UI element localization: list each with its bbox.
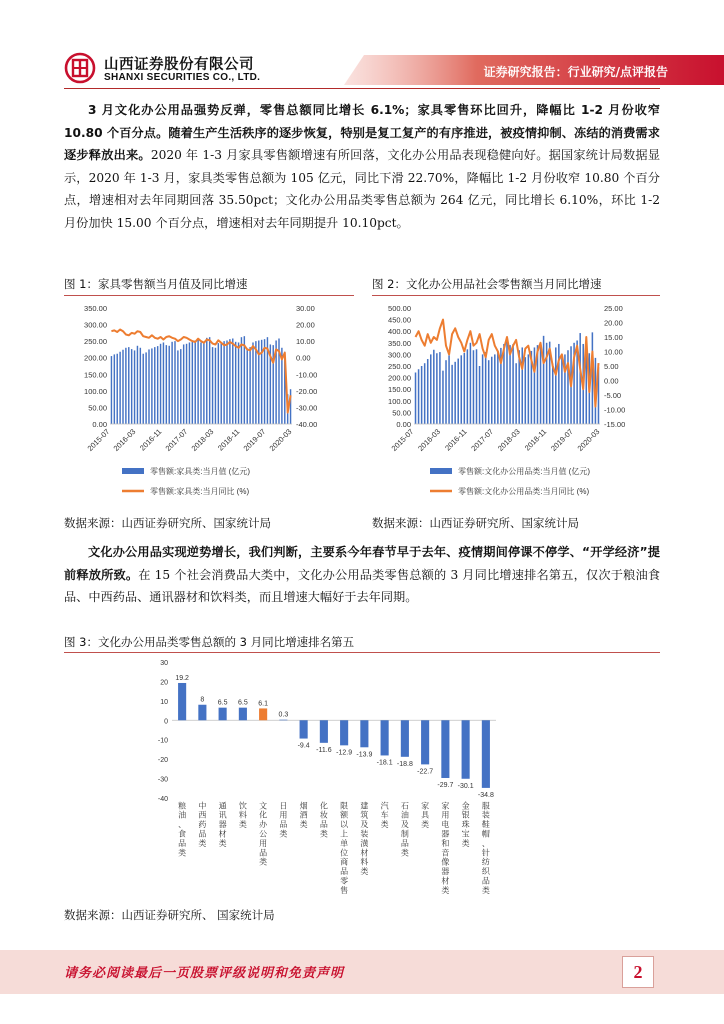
figure-1-source: 数据来源：山西证券研究所、国家统计局 <box>64 516 271 530</box>
bar <box>119 352 120 424</box>
x-tick-label: 2019-07 <box>549 427 575 453</box>
bar <box>232 338 233 424</box>
category-label: 限额以上单位商品零售 <box>340 801 349 895</box>
bar-value-label: 6.5 <box>238 699 248 707</box>
y-left-tick-label: 400.00 <box>388 327 411 337</box>
bar-value-label: 6.1 <box>258 700 268 708</box>
y-left-tick-label: 50.00 <box>88 403 107 413</box>
legend-label-line: 零售额:文化办公用品类:当月同比 (%) <box>458 487 590 496</box>
y-right-tick-label: 20.00 <box>296 320 315 330</box>
y-right-tick-label: -40.00 <box>296 420 318 429</box>
ranking-bar <box>381 720 389 755</box>
ranking-bar <box>320 720 328 743</box>
bar <box>151 348 152 424</box>
category-label: 服装鞋帽、针纺织品类 <box>481 801 490 895</box>
bar <box>567 350 569 424</box>
y-left-tick-label: 450.00 <box>388 315 411 325</box>
x-tick-label: 2020-03 <box>575 427 602 453</box>
bar <box>140 348 141 424</box>
figure-1-rule <box>64 295 354 296</box>
bar-value-label: -13.9 <box>356 751 373 759</box>
bar <box>160 344 161 424</box>
bar <box>252 342 253 424</box>
y-tick-label: 0 <box>164 718 168 726</box>
y-right-tick-label: 0.00 <box>296 353 311 363</box>
bar <box>494 354 496 424</box>
bar-value-label: -18.8 <box>396 760 413 768</box>
category-label: 汽车类 <box>380 801 389 830</box>
y-right-tick-label: 10.00 <box>296 337 315 347</box>
x-tick-label: 2019-07 <box>241 427 268 453</box>
bar <box>445 360 447 424</box>
bar <box>114 354 115 424</box>
bar-value-label: -9.4 <box>297 742 310 750</box>
bar <box>223 341 224 424</box>
y-tick-label: -30 <box>157 776 168 784</box>
company-logo-icon <box>64 52 96 84</box>
category-label: 家具类 <box>421 801 430 830</box>
bar <box>177 350 178 424</box>
y-right-tick-label: 10.00 <box>604 347 623 357</box>
y-right-tick-label: -20.00 <box>296 386 318 396</box>
x-tick-label: 2020-03 <box>267 427 294 453</box>
bar <box>154 347 155 424</box>
bar <box>218 343 219 424</box>
bar <box>454 362 456 424</box>
bar <box>197 339 198 424</box>
bar <box>195 340 196 424</box>
y-right-tick-label: -5.00 <box>604 391 622 400</box>
bar <box>212 347 213 424</box>
figure-2-title: 图 2：文化办公用品社会零售额当月同比增速 <box>372 277 602 291</box>
category-label: 通讯器材类 <box>218 801 227 848</box>
bar <box>515 363 517 424</box>
bar <box>264 339 265 424</box>
y-left-tick-label: 350.00 <box>388 338 411 348</box>
bar <box>497 351 499 424</box>
bar <box>128 347 129 424</box>
y-left-tick-label: 0.00 <box>396 420 411 429</box>
figure-2-rule <box>372 295 660 296</box>
bar <box>430 354 432 424</box>
x-tick-label: 2015-07 <box>85 427 112 453</box>
bar <box>174 341 175 424</box>
bar-value-label: 19.2 <box>175 674 189 682</box>
x-tick-label: 2017-07 <box>469 427 496 453</box>
y-left-tick-label: 250.00 <box>84 337 107 347</box>
bar <box>528 354 530 424</box>
bar <box>457 359 459 424</box>
figure-1-title: 图 1：家具零售额当月值及同比增速 <box>64 277 248 291</box>
y-left-tick-label: 500.00 <box>388 304 411 313</box>
figure-3-source: 数据来源：山西证券研究所、 国家统计局 <box>64 908 275 922</box>
bar <box>540 343 542 424</box>
x-tick-label: 2016-03 <box>416 427 442 453</box>
y-left-tick-label: 200.00 <box>388 373 411 383</box>
y-tick-label: 10 <box>160 698 168 706</box>
paragraph-body: 2020 年 1-3 月家具零售额增速有所回落，文化办公用品表现稳健向好。据国家统计局数据显示，2020 年 1-3 月，家具类零售总额为 105 亿元，同比下滑 22.70%，降幅比 1-2 月份收窄 10.80 个百分点，增速相对去年同期回落 35.50pct；文化办公用品类零售总额为 264 亿元，同比增长 6.10%，环比 1-2 月份加快 15.00 个百分点，增速相对去年同期提升 10.10pct。 <box>64 148 661 230</box>
bar <box>451 365 453 424</box>
y-tick-label: -20 <box>157 757 168 765</box>
bar <box>163 342 164 424</box>
legend-label-line: 零售额:家具类:当月同比 (%) <box>150 487 250 496</box>
y-tick-label: 30 <box>160 660 168 667</box>
bar <box>131 349 132 424</box>
bar <box>122 350 123 424</box>
bar <box>244 336 245 424</box>
bar <box>436 353 438 424</box>
bar-value-label: 0.3 <box>278 711 289 719</box>
x-tick-label: 2018-11 <box>522 427 549 453</box>
bar <box>111 356 112 424</box>
bar <box>479 366 481 424</box>
disclaimer-link[interactable]: 请务必阅读最后一页股票评级说明和免责声明 <box>64 966 345 981</box>
bar <box>427 359 429 424</box>
bar <box>442 371 444 424</box>
ranking-bar <box>421 720 429 764</box>
y-left-tick-label: 200.00 <box>84 353 107 363</box>
paragraph-furniture-stationery <box>64 99 660 234</box>
bar <box>206 338 207 424</box>
bar <box>186 344 187 424</box>
bar <box>235 342 236 424</box>
y-right-tick-label: -15.00 <box>604 420 626 429</box>
x-tick-label: 2018-03 <box>189 427 216 453</box>
bar <box>209 337 210 424</box>
category-label: 粮油、食品类 <box>178 801 187 858</box>
y-right-tick-label: -10.00 <box>296 370 318 380</box>
bar <box>215 348 216 424</box>
bar <box>461 355 463 424</box>
report-type-label: 证券研究报告：行业研究/点评报告 <box>483 65 668 79</box>
bar <box>448 355 450 424</box>
y-left-tick-label: 100.00 <box>388 396 411 406</box>
bar <box>166 345 167 424</box>
bar <box>290 389 291 424</box>
bar <box>485 352 487 424</box>
category-label: 金银珠宝类 <box>461 801 470 848</box>
x-tick-label: 2018-03 <box>495 427 522 453</box>
bar <box>117 354 118 424</box>
y-left-tick-label: 0.00 <box>92 420 107 429</box>
bar <box>221 342 222 424</box>
bar <box>464 353 466 424</box>
bar <box>467 349 469 424</box>
ranking-bar <box>300 720 308 738</box>
legend-label-bar: 零售额:家具类:当月值 (亿元) <box>150 467 250 476</box>
bar <box>470 343 472 424</box>
ranking-bar <box>441 720 449 778</box>
ranking-bar <box>482 720 490 788</box>
company-name-en: SHANXI SECURITIES CO., LTD. <box>104 72 261 83</box>
bar <box>415 372 417 424</box>
bar <box>255 341 256 424</box>
y-left-tick-label: 250.00 <box>388 362 411 371</box>
y-right-tick-label: -10.00 <box>604 405 626 415</box>
bar <box>137 346 138 424</box>
ranking-bar <box>340 720 348 745</box>
bar <box>555 347 557 424</box>
bar <box>525 357 527 424</box>
ranking-bar <box>219 708 227 721</box>
y-right-tick-label: 5.00 <box>604 362 619 371</box>
y-right-tick-label: 20.00 <box>604 318 623 328</box>
bar <box>491 357 493 424</box>
ranking-bar <box>198 705 206 721</box>
bar <box>247 348 248 424</box>
ranking-bar <box>178 683 186 720</box>
chart-furniture-retail <box>64 300 354 510</box>
y-left-tick-label: 100.00 <box>84 386 107 396</box>
ranking-bar <box>239 708 247 721</box>
chart-stationery-retail <box>372 300 660 510</box>
y-tick-label: -10 <box>157 737 168 745</box>
bar <box>226 340 227 424</box>
figure-3-title: 图 3：文化办公用品类零售总额的 3 月同比增速排名第五 <box>64 635 355 649</box>
category-label: 文化办公用品类 <box>259 801 268 867</box>
bar <box>171 342 172 424</box>
bar <box>561 356 563 424</box>
bar <box>143 354 144 424</box>
bar-value-label: 8 <box>200 696 205 704</box>
ranking-bar <box>401 720 409 757</box>
y-right-tick-label: 15.00 <box>604 333 623 342</box>
category-label: 石油及制品类 <box>400 801 409 858</box>
category-label: 建筑及装潢材料类 <box>360 801 369 877</box>
x-tick-label: 2018-11 <box>215 427 242 453</box>
y-left-tick-label: 150.00 <box>388 385 411 395</box>
bar <box>180 349 181 424</box>
bar <box>229 339 230 424</box>
x-tick-label: 2017-07 <box>163 427 190 453</box>
legend-swatch-bar <box>122 468 144 474</box>
bar <box>543 336 545 424</box>
bar <box>238 342 239 424</box>
legend-swatch-bar <box>430 468 452 474</box>
bar <box>200 342 201 424</box>
y-right-tick-label: 0.00 <box>604 376 619 386</box>
bar-value-label: -29.7 <box>437 781 454 789</box>
bar <box>509 345 511 424</box>
y-tick-label: 20 <box>160 679 168 687</box>
ranking-bar <box>279 720 287 721</box>
bar <box>134 350 135 424</box>
paragraph-lead: 文化办公用品实现逆势增长，我们判断，主要系今年春节早于去年、疫情期间停课不停学、“开学经济”提前释放所致。 <box>64 545 660 582</box>
bar <box>203 343 204 424</box>
ranking-bar <box>259 708 267 720</box>
y-left-tick-label: 350.00 <box>84 304 107 313</box>
category-label: 日用品类 <box>279 801 288 839</box>
bar <box>157 346 158 424</box>
header-divider <box>64 88 660 89</box>
bar <box>192 342 193 424</box>
bar <box>189 342 190 424</box>
bar <box>418 369 420 424</box>
bar <box>439 352 441 424</box>
bar <box>558 344 560 424</box>
x-tick-label: 2015-07 <box>389 427 416 453</box>
y-left-tick-label: 150.00 <box>84 370 107 380</box>
bar <box>183 344 184 424</box>
ranking-bar <box>462 720 470 778</box>
x-tick-label: 2016-11 <box>137 427 164 453</box>
category-label: 中西药品类 <box>198 801 207 848</box>
bar-value-label: -22.7 <box>417 768 434 776</box>
bar-value-label: 6.5 <box>217 699 228 707</box>
y-right-tick-label: 30.00 <box>296 304 315 313</box>
paragraph-stationery-growth <box>64 541 660 609</box>
bar-value-label: -18.1 <box>376 759 393 767</box>
bar <box>552 364 554 424</box>
figure-3-rule <box>64 652 660 653</box>
bar <box>476 349 478 424</box>
bar <box>148 349 149 424</box>
figure-2-source: 数据来源：山西证券研究所、国家统计局 <box>372 516 579 530</box>
bar-value-label: -11.6 <box>316 746 332 754</box>
bar <box>473 350 475 424</box>
paragraph-body: 在 15 个社会消费品大类中，文化办公用品类零售总额的 3 月同比增速排名第五，仅次于粮油食品、中西药品、通讯器材和饮料类，而且增速大幅好于去年同期。 <box>64 567 661 604</box>
x-tick-label: 2016-03 <box>111 427 138 453</box>
y-left-tick-label: 300.00 <box>388 350 411 360</box>
bar-value-label: -30.1 <box>457 782 474 790</box>
bar <box>249 347 250 424</box>
y-left-tick-label: 300.00 <box>84 320 107 330</box>
bar <box>506 337 508 424</box>
category-label: 烟酒类 <box>299 801 308 830</box>
category-label: 家用电器和音像器材类 <box>441 801 450 895</box>
category-label: 化妆品类 <box>319 801 328 839</box>
bar <box>421 366 423 424</box>
company-name-cn: 山西证券股份有限公司 <box>104 57 254 73</box>
bar <box>512 344 514 424</box>
bar <box>534 347 536 424</box>
y-right-tick-label: -30.00 <box>296 403 318 413</box>
bar <box>433 350 435 424</box>
bar <box>424 363 426 424</box>
page-number: 2 <box>622 956 654 988</box>
bar <box>125 348 126 424</box>
y-tick-label: -40 <box>157 796 168 803</box>
bar <box>145 352 146 424</box>
x-tick-label: 2016-11 <box>443 427 469 453</box>
chart-category-ranking <box>140 656 520 906</box>
bar-value-label: -34.8 <box>477 791 494 799</box>
bar <box>169 346 170 424</box>
bar <box>488 360 490 424</box>
page-header <box>0 0 724 96</box>
ranking-bar <box>360 720 368 747</box>
bar <box>482 354 484 424</box>
y-right-tick-label: 25.00 <box>604 304 623 313</box>
y-left-tick-label: 50.00 <box>392 408 411 418</box>
legend-label-bar: 零售额:文化办公用品类:当月值 (亿元) <box>458 467 590 476</box>
bar <box>241 337 242 424</box>
category-label: 饮料类 <box>238 801 247 830</box>
bar-value-label: -12.9 <box>336 749 353 757</box>
paragraph-lead: 3 月文化办公用品强势反弹，零售总额同比增长 6.1%；家具零售环比回升，降幅比 1-2 月份收窄 10.80 个百分点。随着生产生活秩序的逐步恢复，特别是复工复产的有序推进，被疫情抑制、冻结的消费需求逐步释放出来。 <box>64 103 660 162</box>
